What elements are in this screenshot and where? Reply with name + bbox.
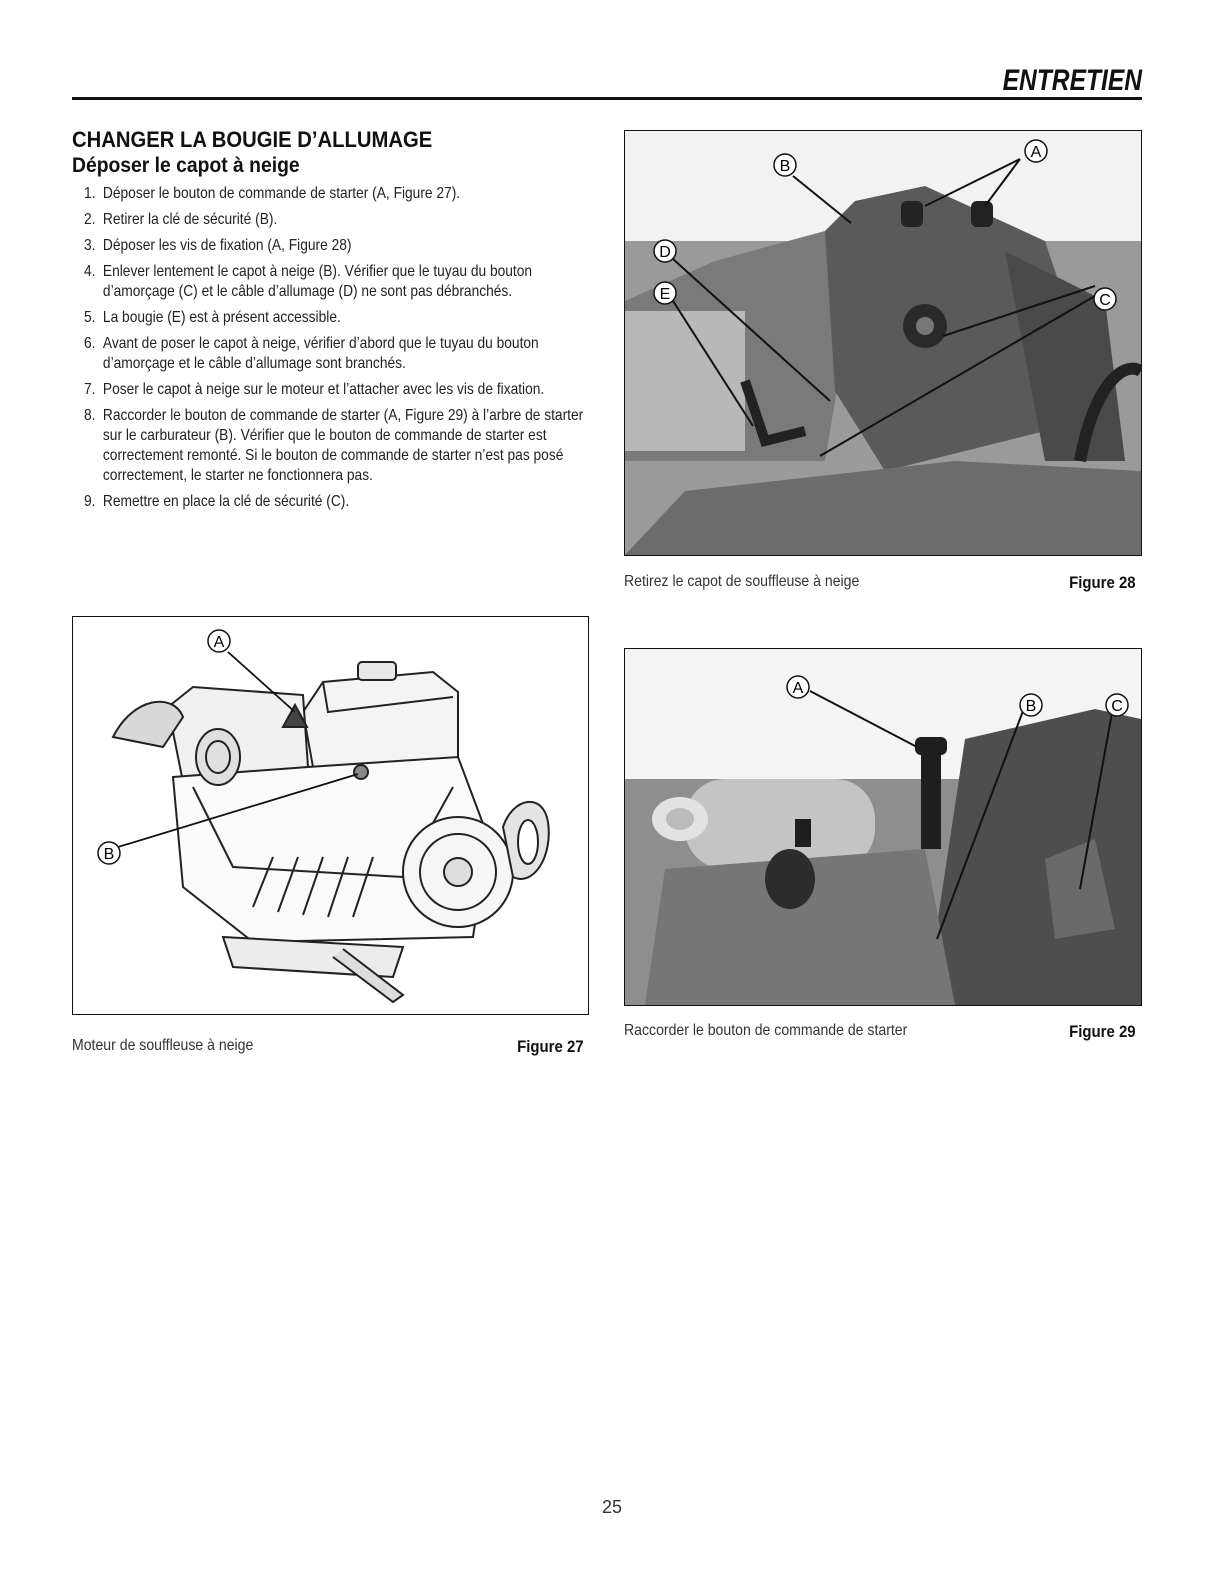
choke-knob-photo — [625, 649, 1141, 1005]
step-item: 8. Raccorder le bouton de commande de starter (A, Figure 29) à l’arbre de starter sur le carburateur (B). Vérifier que le bouton de commande de starter est correctement remonté. Si le bouton de commande de starter n’est pas posé correctement, le starter ne fonctionnera pas. — [84, 407, 584, 484]
step-item: 7. Poser le capot à neige sur le moteur et l’attacher avec les vis de fixation. — [84, 381, 545, 398]
callout-label: C — [1111, 698, 1123, 715]
figure-27-label: Figure 27 — [517, 1037, 584, 1056]
callout-label: E — [659, 286, 671, 303]
section-title: CHANGER LA BOUGIE D’ALLUMAGE — [72, 127, 433, 152]
figure-27-image — [72, 616, 589, 1015]
callout-label: A — [1030, 144, 1042, 161]
step-item: 5. La bougie (E) est à présent accessible. — [84, 309, 341, 326]
step-item: 1. Déposer le bouton de commande de starter (A, Figure 27). — [84, 185, 461, 202]
engine-illustration — [73, 617, 588, 1014]
step-item: 9. Remettre en place la clé de sécurité (C). — [84, 493, 350, 510]
page-header-title: ENTRETIEN — [1002, 64, 1142, 97]
figure-29-caption: Raccorder le bouton de commande de starter — [624, 1022, 908, 1039]
cover-removal-photo — [625, 131, 1141, 555]
section-subtitle: Déposer le capot à neige — [72, 154, 300, 177]
page-number: 25 — [601, 1497, 623, 1517]
callout-label: A — [792, 680, 804, 697]
figure-28-label: Figure 28 — [1069, 573, 1136, 592]
header-divider — [72, 97, 1142, 100]
step-item: 6. Avant de poser le capot à neige, vérifier d’abord que le tuyau du bouton d’amorçage et le câble d’allumage sont branchés. — [84, 335, 539, 372]
step-item: 2. Retirer la clé de sécurité (B). — [84, 211, 278, 228]
step-item: 4. Enlever lentement le capot à neige (B). Vérifier que le tuyau du bouton d’amorçage (C) et le câble d’allumage (D) ne sont pas débranchés. — [84, 263, 533, 300]
figure-28-image — [624, 130, 1142, 556]
callout-label: B — [779, 158, 791, 175]
figure-29-label: Figure 29 — [1069, 1022, 1136, 1041]
callout-label: C — [1099, 292, 1111, 309]
instruction-steps — [84, 184, 624, 518]
step-item: 3. Déposer les vis de fixation (A, Figure 28) — [84, 237, 352, 254]
figure-28-caption: Retirez le capot de souffleuse à neige — [624, 573, 860, 590]
figure-29-image — [624, 648, 1142, 1006]
callout-label: D — [659, 244, 671, 261]
callout-label: A — [213, 634, 225, 651]
callout-label: B — [1025, 698, 1037, 715]
callout-label: B — [103, 846, 115, 863]
figure-27-caption: Moteur de souffleuse à neige — [72, 1037, 254, 1054]
